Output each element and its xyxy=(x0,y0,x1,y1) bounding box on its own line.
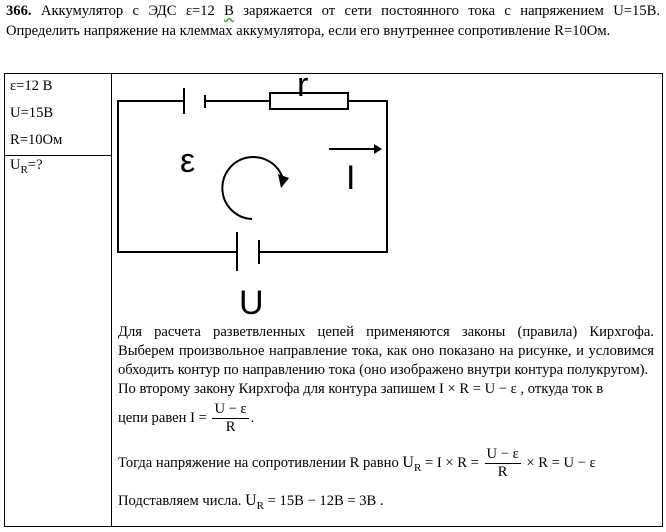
solution-table xyxy=(4,73,663,527)
circuit-wire-left xyxy=(118,101,237,252)
circuit-wire-right xyxy=(259,101,387,252)
label-r: r xyxy=(297,74,309,104)
solution-paragraph-1: Для расчета разветвленных цепей применяются законы (правила) Кирхгофа. Выберем произвольное направление тока, как оно показано на рисунке, и условимся обходить контур по направлению тока (оно изображено внутри контура полукругом). xyxy=(118,324,654,378)
current-arrow-head xyxy=(374,144,382,154)
fraction-voltage: $\frac{U - \varepsilon}{R}$ xyxy=(486,446,519,480)
solution-current-formula: цепи равен I = $\frac{U - \varepsilon}{R}$ . xyxy=(118,401,255,435)
given-list xyxy=(5,74,111,155)
label-voltage: U xyxy=(239,284,264,322)
loop-arrow-head xyxy=(278,174,289,188)
problem-text-underlined: В xyxy=(224,3,234,19)
given-voltage: U=15В xyxy=(10,105,54,121)
label-emf: ε xyxy=(180,142,196,180)
problem-number: 366. xyxy=(6,3,32,19)
solution-paragraph-2: По второму закону Кирхгофа для контура запишем I × R = U − ε , откуда ток в xyxy=(118,381,604,397)
fraction-current: $\frac{U - \varepsilon}{R}$ xyxy=(214,401,247,435)
find-value: $U_R=$? xyxy=(5,155,111,178)
label-current: I xyxy=(346,159,356,197)
problem-text-a: Аккумулятор с ЭДС ε=12 xyxy=(31,3,225,19)
problem-statement xyxy=(6,1,660,41)
solution-voltage-formula: Тогда напряжение на сопротивлении R равно $U_R = I \times R$ = $\frac{U - \varepsilon}{R}$ × R = U − ε xyxy=(118,446,596,480)
resistor-r xyxy=(270,93,348,109)
solution-numeric-result: Подставляем числа. $U_R = 15В - 12В = 3В$ . xyxy=(118,492,384,512)
problem-text-c: заряжается от сети постоянного тока с напряжением U=15В. Определить напряжение на клеммах аккумулятора, если его внутреннее сопротивление R=10Ом. xyxy=(6,3,660,39)
solution-column xyxy=(112,74,663,527)
circuit-diagram xyxy=(112,74,664,324)
solution-text xyxy=(118,323,654,516)
given-resistance: R=10Ом xyxy=(10,132,63,148)
given-emf: ε=12 В xyxy=(10,78,53,94)
loop-direction-arc xyxy=(222,157,283,219)
given-column xyxy=(5,74,112,527)
